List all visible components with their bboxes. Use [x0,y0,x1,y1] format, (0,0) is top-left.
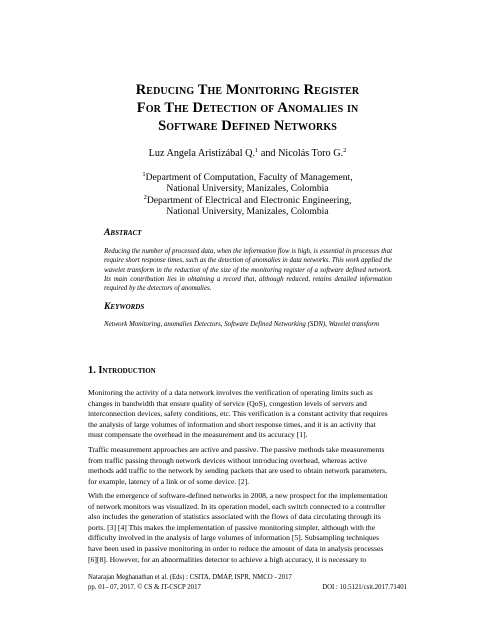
affiliations [60,172,435,217]
title-line: For The Detection of Anomalies in [136,100,359,116]
paragraph-line: also includes the generation of statistics associated with the flows of data circulating through its [88,512,381,522]
affiliation-text: Department of Electrical and Electronic Engineering, [146,194,352,206]
body-paragraph [88,388,407,441]
paragraph-line: from traffic passing through network devices without introducing overhead, whereas active [88,455,367,465]
paper-title [60,81,435,135]
paragraph-line: the analysis of large volumes of information and short response times, and it is an activity that [88,419,376,429]
author-name: Nicolás Toro G. [278,148,344,159]
keywords-heading: Keywords [104,301,145,312]
footer-pages: pp. 01– 07, 2017. © CS & IT-CSCP 2017 [88,583,201,591]
title-line: Reducing The Monitoring Register [135,82,360,98]
keywords-text: Network Monitoring, anomalies Detectors, Software Defined Networking (SDN), Wavelet transform [104,321,380,328]
author-affiliation-mark: 2 [343,147,347,154]
paragraph-line: of network monitors was visualized. In its operation model, each switch connected to a controller [88,501,386,511]
paragraph-line: difficulty involved in the analysis of large volumes of information [5]. Subsampling techniques [88,533,380,543]
page-footer [88,573,407,592]
footer-doi: DOI : 10.5121/csit.2017.71401 [322,583,407,591]
author-connector: and [258,148,279,159]
paragraph-line: ports. [3] [4] This makes the implementation of passive monitoring simpler, although with the [88,522,376,532]
paragraph-line: With the emergence of software-defined networks in 2008, a new prospect for the implementation [88,491,388,500]
footer-row [88,583,407,593]
paragraph-line: changes in bandwidth that ensure quality of service (QoS), congestion levels of servers and [88,398,367,408]
abstract-heading: Abstract [104,227,142,238]
affiliation-mark: 2 [143,193,147,201]
paragraph-line: must compensate the overhead in the measurement and its accuracy [1]. [88,430,308,440]
body-paragraph [88,445,407,487]
affiliation-line [60,172,435,183]
section-heading: 1. Introduction [88,365,156,376]
affiliation-mark: 1 [142,171,146,178]
paragraph-line: for example, latency of a link or of some device. [2]. [88,476,250,486]
affiliation-line: National University, Manizales, Colombia [166,183,329,195]
paragraph-line: Monitoring the activity of a data network involves the verification of operating limits such as [88,388,373,397]
footer-citation: Natarajan Meghanathan et al. (Eds) : CSITA, DMAP, ISPR, NMCO - 2017 [88,574,292,581]
affiliation-line [60,195,435,206]
paragraph-line: have been used in passive monitoring in order to reduce the amount of data in analysis processes [88,543,384,553]
body-paragraph [88,491,407,565]
title-line: Software Defined Networks [158,118,337,134]
author-line [60,148,435,160]
paragraph-line: [6][8]. However, for an abnormalities detector to achieve a high accuracy, it is necessary to [88,554,367,564]
paragraph-line: interconnection devices, safety conditions, etc. This verification is a constant activity that requires [88,409,388,419]
paragraph-line: Traffic measurement approaches are active and passive. The passive methods take measurements [88,445,385,454]
author-name: Luz Angela Aristizábal Q. [148,148,256,159]
affiliation-line: National University, Manizales, Colombia [166,205,329,217]
author-affiliation-mark: 1 [255,147,259,154]
abstract-text: Reducing the number of processed data, when the information flow is high, is essential in processes that require short response times, such as the detection of anomalies in data networks. This work applied the wavelet transform in the reduction of the size of the monitoring register of a software defined network. Its main contribution lies in obtaining a record that, although reduced, retains detailed information required by the detectors of anomalies. [104,248,392,293]
affiliation-text: Department of Computation, Faculty of Management, [145,172,353,183]
paragraph-line: methods add traffic to the network by sending packets that are used to obtain network parameters, [88,466,388,476]
